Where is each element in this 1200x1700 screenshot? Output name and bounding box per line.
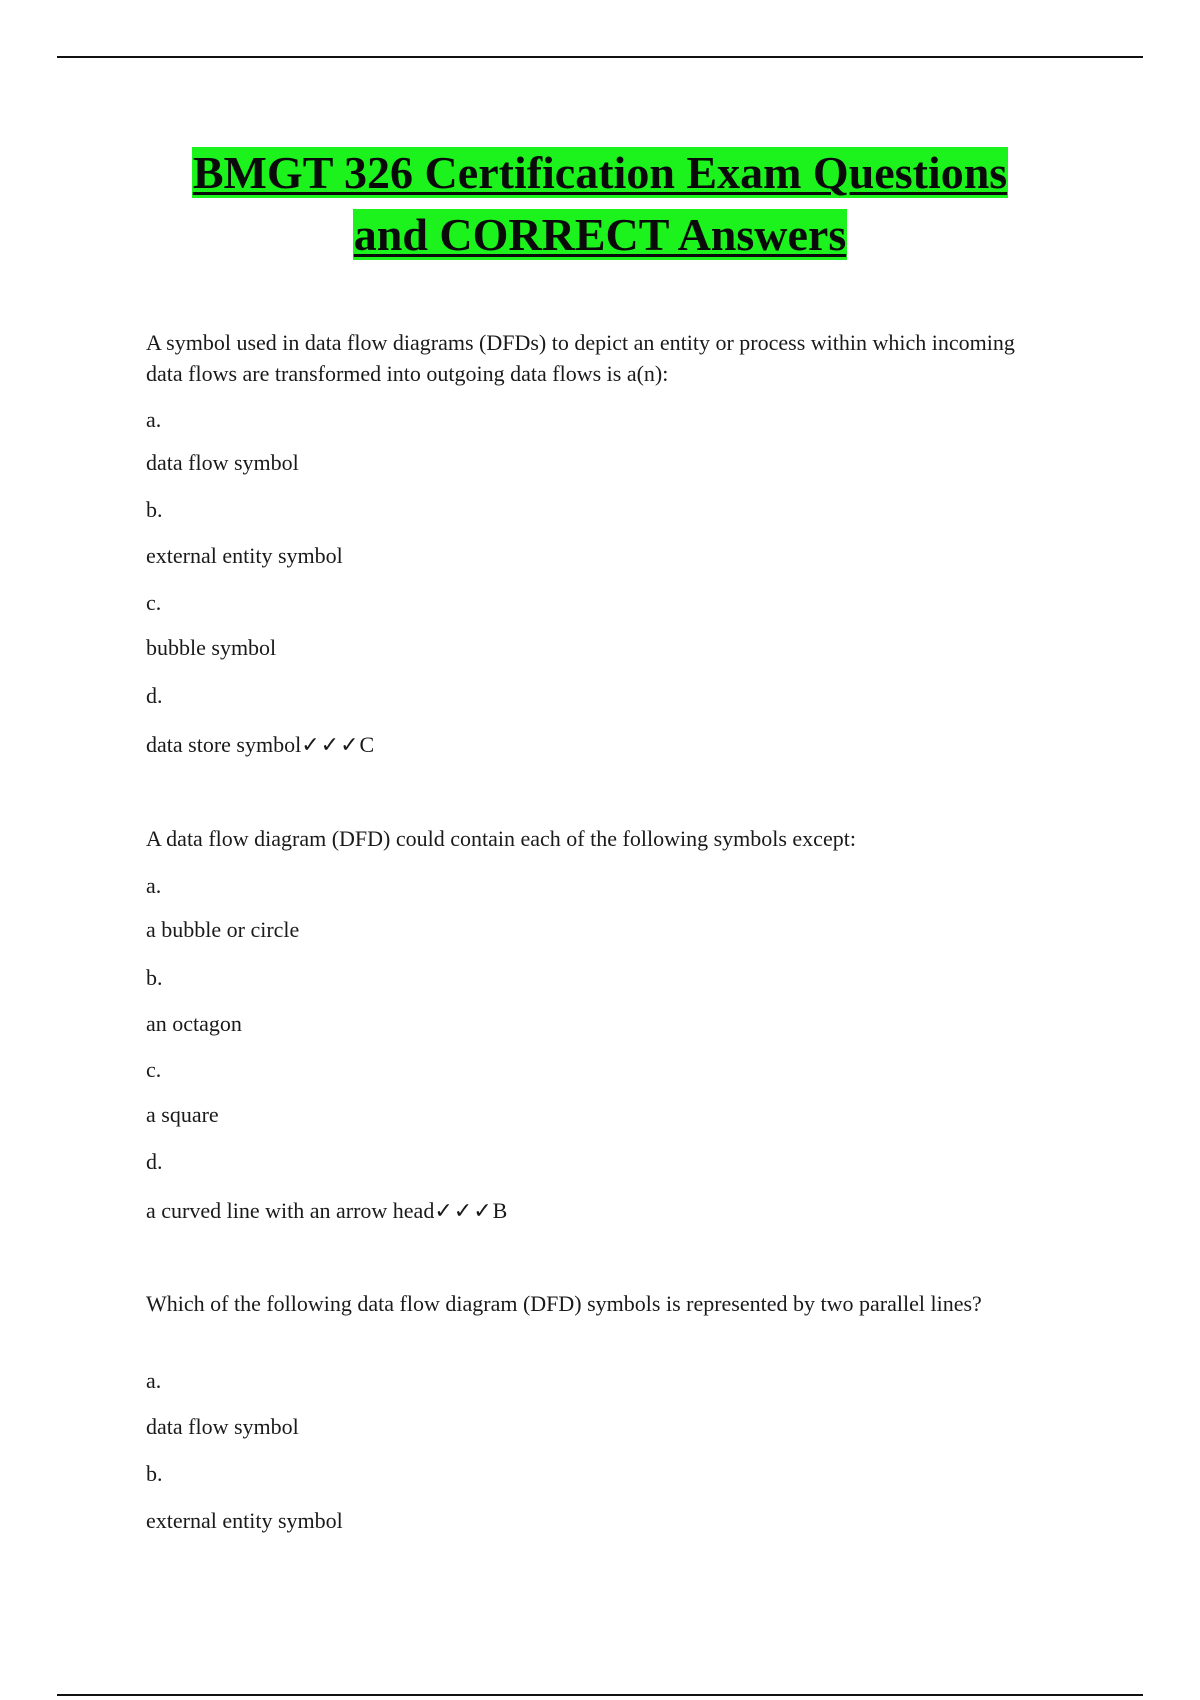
- option-text: an octagon: [146, 1011, 242, 1036]
- option-letter: b.: [146, 965, 163, 990]
- option-text: a curved line with an arrow head: [146, 1198, 435, 1223]
- option-text: bubble symbol: [146, 635, 277, 660]
- option-text: data store symbol: [146, 732, 302, 757]
- correct-answer: B: [492, 1198, 508, 1223]
- option-letter: a.: [146, 407, 162, 432]
- option-text: external entity symbol: [146, 1508, 343, 1533]
- option-text: data flow symbol: [146, 1414, 299, 1439]
- option-letter: c.: [146, 590, 162, 615]
- option-letter: a.: [146, 873, 162, 898]
- option-letter: a.: [146, 1368, 162, 1393]
- option-letter: c.: [146, 1057, 162, 1082]
- checkmark-icon: ✓✓✓: [434, 1198, 493, 1223]
- question-text: A data flow diagram (DFD) could contain each of the following symbols except:: [146, 826, 856, 851]
- question-text: A symbol used in data flow diagrams (DFDs) to depict an entity or process within which incoming data flows are transformed into outgoing data flows is a(n):: [146, 330, 1021, 386]
- title-line-1: BMGT 326 Certification Exam Questions: [192, 147, 1008, 198]
- top-rule: [57, 56, 1143, 58]
- option-letter: d.: [146, 683, 163, 708]
- title-line-2: and CORRECT Answers: [353, 209, 847, 260]
- option-text: data flow symbol: [146, 450, 299, 475]
- answer-line: [146, 1195, 507, 1226]
- document-title: [0, 142, 1200, 266]
- option-letter: b.: [146, 497, 163, 522]
- correct-answer: C: [359, 732, 375, 757]
- option-text: external entity symbol: [146, 543, 343, 568]
- question-text: Which of the following data flow diagram (DFD) symbols is represented by two parallel lines?: [146, 1291, 982, 1316]
- checkmark-icon: ✓✓✓: [301, 732, 360, 757]
- option-letter: b.: [146, 1461, 163, 1486]
- option-text: a square: [146, 1102, 219, 1127]
- option-letter: d.: [146, 1149, 163, 1174]
- answer-line: [146, 729, 374, 760]
- bottom-rule: [57, 1694, 1143, 1696]
- option-text: a bubble or circle: [146, 917, 300, 942]
